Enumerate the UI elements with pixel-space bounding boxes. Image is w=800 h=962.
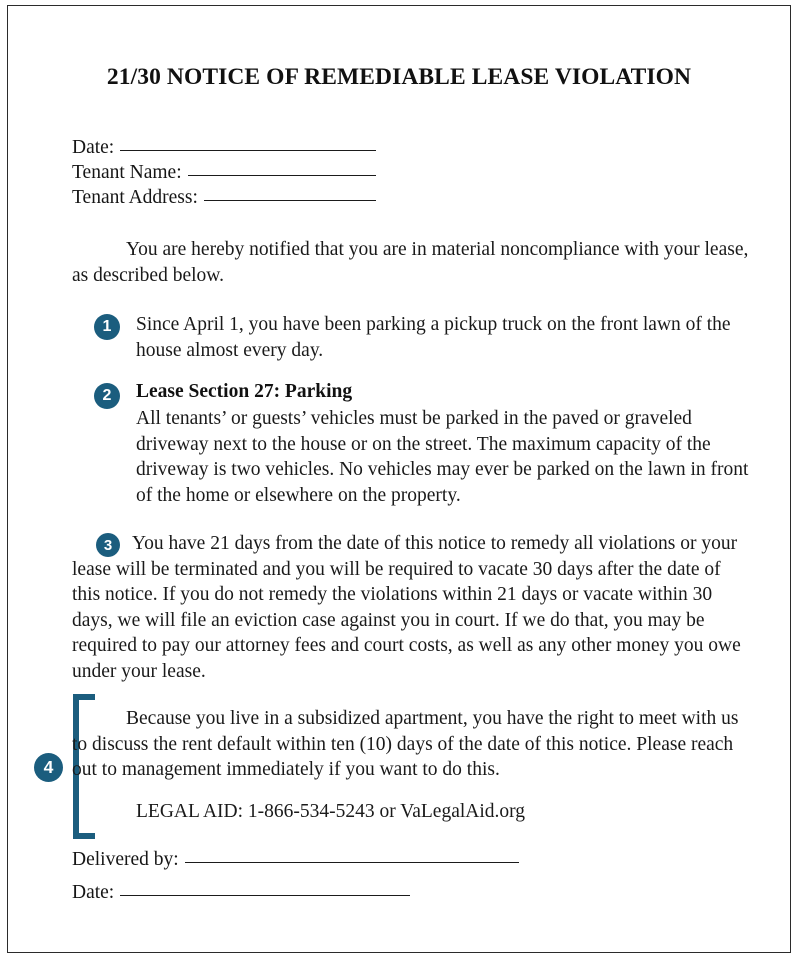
violation-item-1-text: Since April 1, you have been parking a pickup truck on the front lawn of the house almost every day. [136,314,731,361]
delivered-by-label: Delivered by: [72,849,179,870]
tenant-name-field-label: Tenant Name: [72,162,182,183]
intro-paragraph: You are hereby notified that you are in material noncompliance with your lease, as described below. [72,239,749,286]
lease-section-body-text: All tenants’ or guests’ vehicles must be parked in the paved or graveled driveway next to the house or on the street. The maximum capacity of the driveway is two vehicles. No vehicles may ever be parked on the lawn in front of the home or elsewhere on the property. [136,408,749,506]
date-fill-line[interactable] [120,150,376,151]
callout-badge-2: 2 [94,383,120,409]
tenant-address-fill-line[interactable] [204,200,376,201]
subsidized-tenant-rights-paragraph: Because you live in a subsidized apartment, you have the right to meet with us to discuss the rent default within ten (10) days of the date of this notice. Please reach out to management immediately if you want to do this. [72,708,739,780]
lease-section-heading: Lease Section 27: Parking [136,381,353,402]
callout-badge-3: 3 [96,533,120,557]
tenant-address-field-label: Tenant Address: [72,187,198,208]
document-page [7,5,791,953]
callout-badge-1: 1 [94,314,120,340]
remedy-deadline-paragraph: You have 21 days from the date of this notice to remedy all violations or your lease will be terminated and you will be required to vacate 30 days after the date of this notice. If you do not remedy the violations within 21 days or vacate within 30 days, we will file an eviction case against you in court. If we do that, you may be required to pay our attorney fees and court costs, as well as any other money you owe under your lease. [72,533,741,682]
delivered-by-row [72,849,732,882]
tenant-name-field-row [72,162,712,187]
legal-aid-contact-line: LEGAL AID: 1-866-534-5243 or VaLegalAid.org [136,801,526,822]
delivered-by-fill-line[interactable] [185,862,519,863]
footer-date-row [72,882,732,915]
recipient-field-block [72,137,712,212]
date-field-label: Date: [72,137,115,158]
footer-date-fill-line[interactable] [120,895,410,896]
tenant-address-field-row [72,187,712,212]
document-body [8,6,790,952]
signature-block [72,849,732,915]
tenant-name-fill-line[interactable] [188,175,376,176]
page-title: 21/30 NOTICE OF REMEDIABLE LEASE VIOLATION [106,64,692,90]
date-field-row [72,137,712,162]
footer-date-label: Date: [72,882,115,903]
callout-badge-4: 4 [34,753,63,782]
